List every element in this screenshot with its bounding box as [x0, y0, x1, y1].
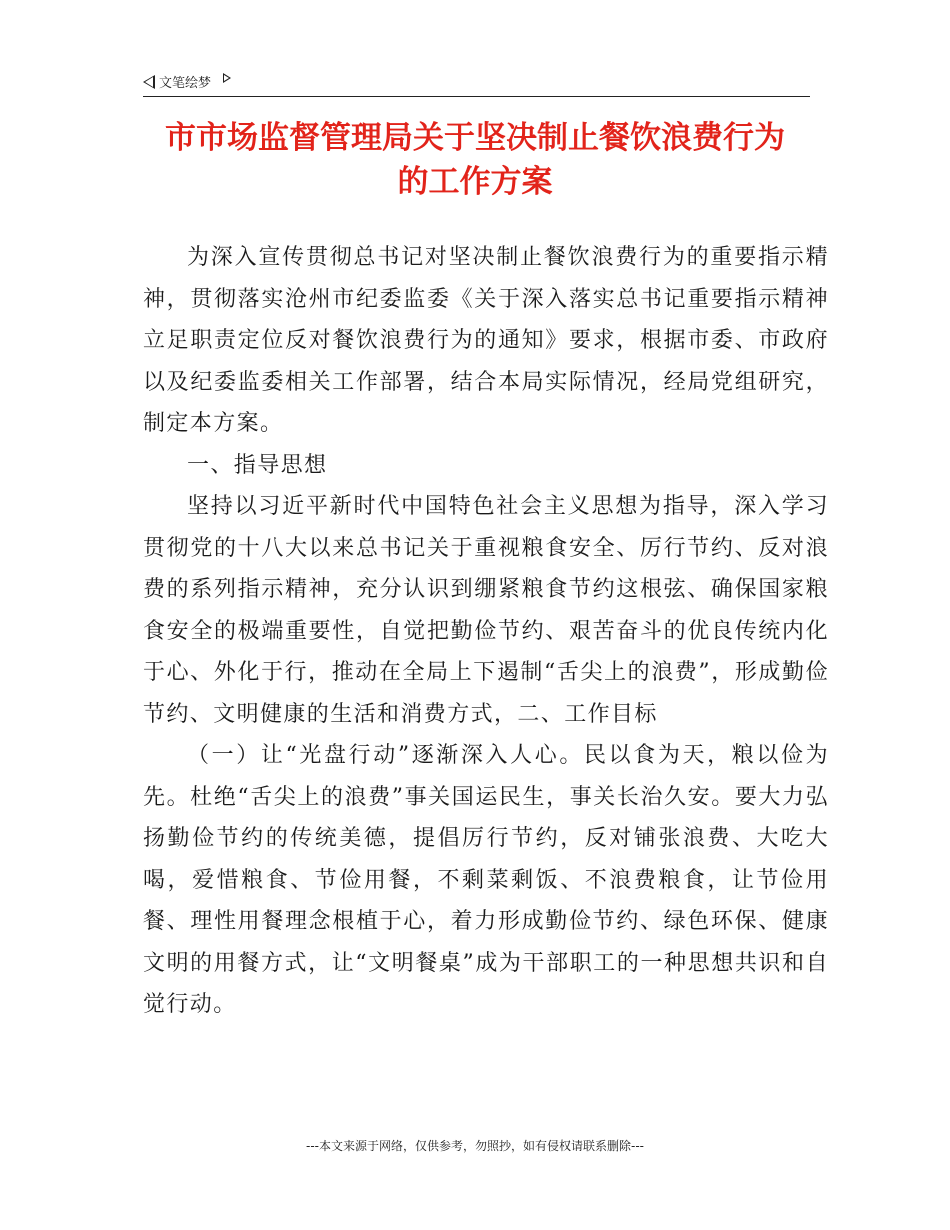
title-line-2: 的工作方案: [397, 164, 553, 200]
triangle-left-icon: [143, 75, 155, 89]
paragraph-intro: 为深入宣传贯彻总书记对坚决制止餐饮浪费行为的重要指示精神，贯彻落实沧州市纪委监委《关于深入落实总书记重要指示精神立足职责定位反对餐饮浪费行为的通知》要求，根据市委、市政府以及纪委监委相关工作部署，结合本局实际情况，经局党组研究，制定本方案。: [143, 245, 829, 436]
brand: [143, 72, 231, 91]
paragraph-goal-one: （一）让“光盘行动”逐渐深入人心。民以食为天，粮以俭为先。杜绝“舌尖上的浪费”事关国运民生，事关长治久安。要大力弘扬勤俭节约的传统美德，提倡厉行节约，反对铺张浪费、大吃大喝，爱惜粮食、节俭用餐，不剩菜剩饭、不浪费粮食，让节俭用餐、理性用餐理念根植于心，着力形成勤俭节约、绿色环保、健康文明的用餐方式，让“文明餐桌”成为干部职工的一种思想共识和自觉行动。: [143, 743, 829, 1017]
document-body: [143, 237, 829, 1026]
paragraph-guiding-ideology: 坚持以习近平新时代中国特色社会主义思想为指导，深入学习贯彻党的十八大以来总书记关于重视粮食安全、厉行节约、反对浪费的系列指示精神，充分认识到绷紧粮食节约这根弦、确保国家粮食安全的极端重要性，自觉把勤俭节约、艰苦奋斗的优良传统内化于心、外化于行，推动在全局上下遏制“舌尖上的浪费”，形成勤俭节约、文明健康的生活和消费方式，二、工作目标: [143, 494, 829, 727]
title-line-1: 市市场监督管理局关于坚决制止餐饮浪费行为: [165, 120, 785, 156]
section-heading-guiding-ideology: 一、指导思想: [187, 452, 328, 478]
footer-disclaimer: ---本文来源于网络，仅供参考，勿照抄，如有侵权请联系删除---: [306, 1139, 644, 1153]
brand-text: 文笔绘梦: [159, 76, 212, 91]
triangle-right-icon: [223, 73, 231, 83]
document-title: [100, 116, 850, 204]
page-header: [143, 70, 810, 97]
